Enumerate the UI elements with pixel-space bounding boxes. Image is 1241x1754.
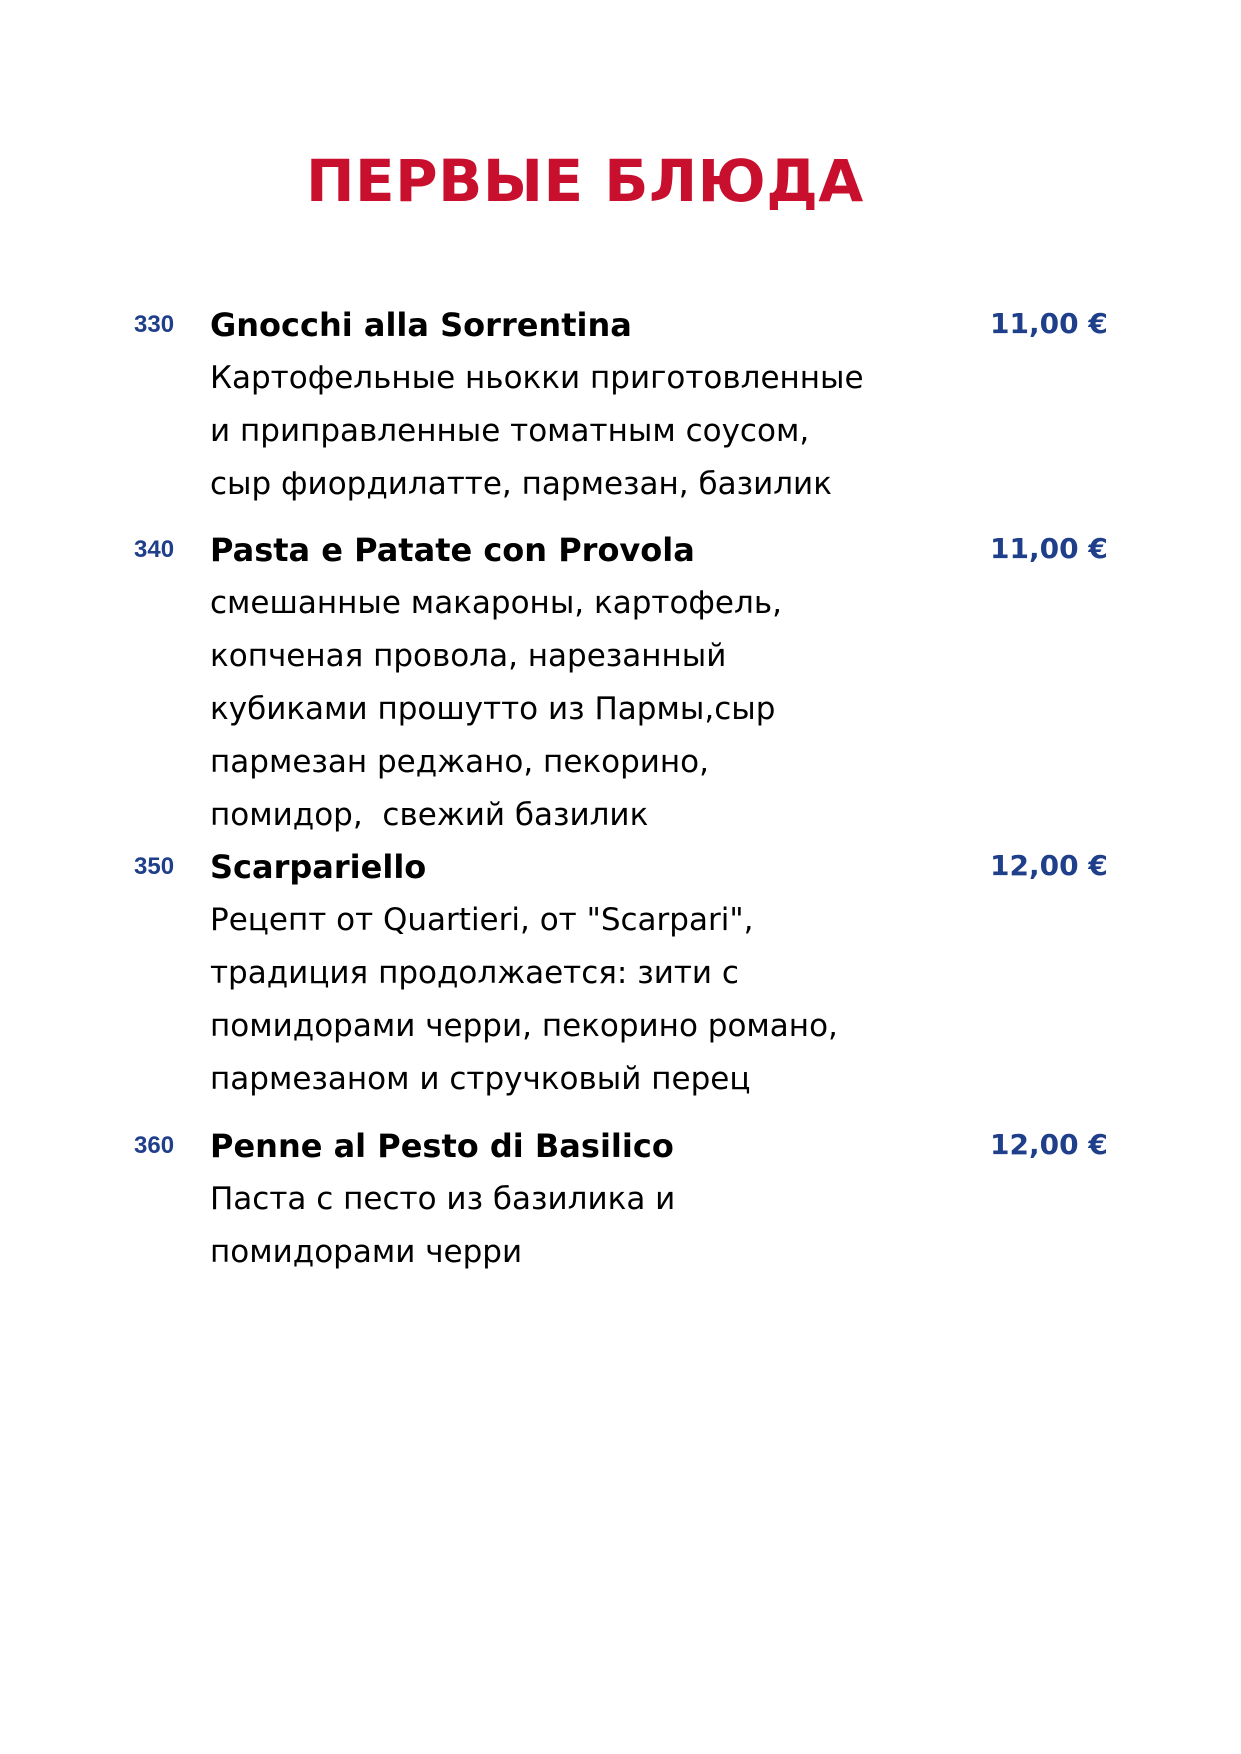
item-description [210, 352, 864, 511]
description-line: и приправленные томатным соусом, [210, 413, 810, 449]
item-description [210, 894, 838, 1106]
item-name: Penne al Pesto di Basilico [210, 1127, 674, 1165]
description-line: кубиками прошутто из Пармы,сыр [210, 691, 776, 727]
item-name: Pasta e Patate con Provola [210, 531, 695, 569]
item-description [210, 1173, 675, 1279]
description-line: пармезаном и стручковый перец [210, 1061, 751, 1097]
description-line: помидор, свежий базилик [210, 797, 649, 833]
item-price: 12,00 € [990, 1128, 1108, 1161]
item-name: Gnocchi alla Sorrentina [210, 306, 632, 344]
description-line: помидорами черри [210, 1234, 523, 1270]
description-line: помидорами черри, пекорино романо, [210, 1008, 838, 1044]
description-line: традиция продолжается: зити с [210, 955, 739, 991]
item-name: Scarpariello [210, 848, 427, 886]
description-line: пармезан реджано, пекорино, [210, 744, 709, 780]
description-line: Рецепт от Quartieri, от "Scarpari", [210, 902, 754, 938]
description-line: копченая провола, нарезанный [210, 638, 727, 674]
item-code: 360 [134, 1132, 175, 1159]
item-code: 350 [134, 853, 175, 880]
item-price: 12,00 € [990, 849, 1108, 882]
description-line: Картофельные ньокки приготовленные [210, 360, 864, 396]
description-line: сыр фиордилатте, пармезан, базилик [210, 466, 832, 502]
item-code: 330 [134, 311, 175, 338]
item-description [210, 577, 782, 842]
item-price: 11,00 € [990, 307, 1108, 340]
description-line: Паста с песто из базилика и [210, 1181, 676, 1217]
page-title: ПЕРВЫЕ БЛЮДА [306, 147, 864, 215]
item-code: 340 [134, 536, 175, 563]
item-price: 11,00 € [990, 532, 1108, 565]
description-line: смешанные макароны, картофель, [210, 585, 782, 621]
